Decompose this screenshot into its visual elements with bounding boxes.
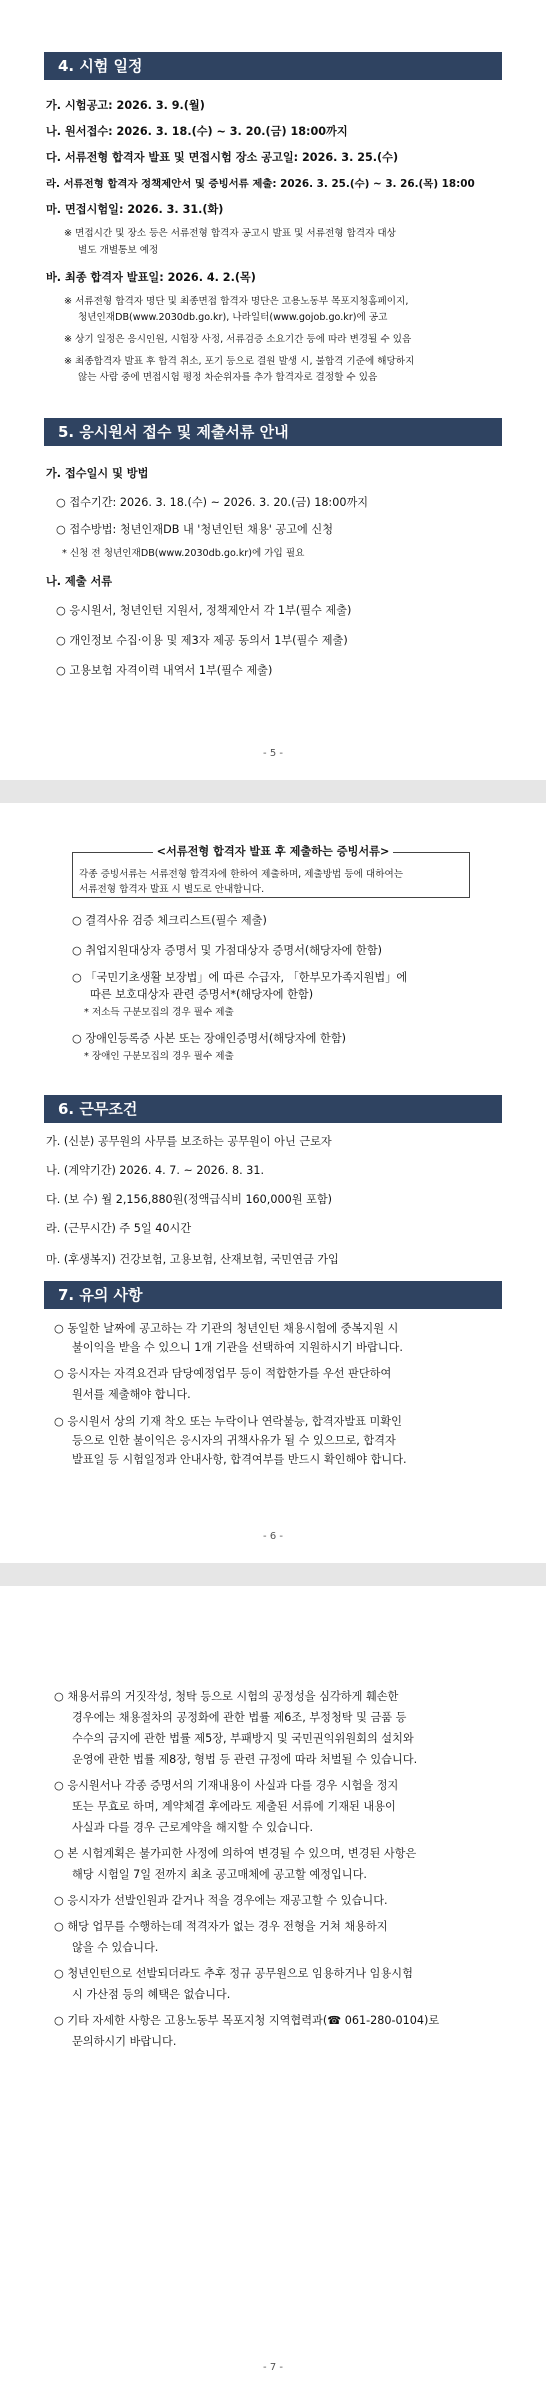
final-note-line1: ※ 서류전형 합격자 명단 및 최종면접 합격자 명단은 고용노동부 목포지청홈페이지, xyxy=(64,296,409,307)
final-note-line2: 청년인재DB(www.2030db.go.kr), 나라일터(www.gojob.go.kr)에 공고 xyxy=(78,312,388,323)
note-3-line2: 등으로 인한 불이익은 응시자의 귀책사유가 될 수 있으므로, 합격자 xyxy=(72,1434,396,1447)
section-title-conditions: 6. 근무조건 xyxy=(44,1095,502,1123)
interview-note-line1: ※ 면접시간 및 장소 등은 서류전형 합격자 공고시 발표 및 서류전형 합격자 대상 xyxy=(64,228,396,239)
document-item-2: ○ 개인정보 수집·이용 및 제3자 제공 동의서 1부(필수 제출) xyxy=(56,634,348,647)
note-2-line1: ○ 응시자는 자격요건과 담당예정업무 등이 적합한가를 우선 판단하여 xyxy=(54,1367,392,1380)
page-number: - 7 - xyxy=(263,2362,283,2373)
warning-1-line1: ○ 채용서류의 거짓작성, 청탁 등으로 시험의 공정성을 심각하게 훼손한 xyxy=(54,1690,399,1703)
condition-hours: 라. (근무시간) 주 5일 40시간 xyxy=(46,1222,192,1235)
note-1-line1: ○ 동일한 날짜에 공고하는 각 기관의 청년인턴 채용시험에 중복지원 시 xyxy=(54,1322,399,1335)
schedule-announcement: 가. 시험공고: 2026. 3. 9.(월) xyxy=(46,99,205,112)
evidence-item-3-line1: ○ 「국민기초생활 보장법」에 따른 수급자, 「한부모가족지원법」에 xyxy=(72,971,408,984)
condition-status: 가. (신분) 공무원의 사무를 보조하는 공무원이 아닌 근로자 xyxy=(46,1135,332,1148)
page-7 xyxy=(0,1586,546,2386)
warning-6-line1: ○ 청년인턴으로 선발되더라도 추후 정규 공무원으로 임용하거나 임용시험 xyxy=(54,1967,413,1980)
warning-2-line2: 또는 무효로 하며, 계약체결 후에라도 제출된 서류에 기재된 내용이 xyxy=(72,1800,396,1813)
evidence-item-3-note: * 저소득 구분모집의 경우 필수 제출 xyxy=(84,1007,234,1018)
page-number: - 5 - xyxy=(263,748,283,759)
application-method-heading: 가. 접수일시 및 방법 xyxy=(46,467,149,480)
warning-4: ○ 응시자가 선발인원과 같거나 적을 경우에는 재공고할 수 있습니다. xyxy=(54,1894,388,1907)
warning-3-line1: ○ 본 시험계획은 불가피한 사정에 의하여 변경될 수 있으며, 변경된 사항은 xyxy=(54,1847,417,1860)
evidence-item-1: ○ 결격사유 검증 체크리스트(필수 제출) xyxy=(72,914,267,927)
contact-line2: 문의하시기 바랍니다. xyxy=(72,2035,177,2048)
page-6 xyxy=(0,803,546,1563)
section-title-notes: 7. 유의 사항 xyxy=(44,1281,502,1309)
note-3-line1: ○ 응시원서 상의 기재 착오 또는 누락이나 연락불능, 합격자발표 미확인 xyxy=(54,1415,402,1428)
notice-box-line2: 서류전형 합격자 발표 시 별도로 안내합니다. xyxy=(79,884,265,895)
document-item-3: ○ 고용보험 자격이력 내역서 1부(필수 제출) xyxy=(56,664,273,677)
evidence-item-4: ○ 장애인등록증 사본 또는 장애인증명서(해당자에 한함) xyxy=(72,1032,347,1045)
contact-line1: ○ 기타 자세한 사항은 고용노동부 목포지청 지역협력과(☎ 061-280-0104)로 xyxy=(54,2014,440,2027)
condition-salary: 다. (보 수) 월 2,156,880원(정액급식비 160,000원 포함) xyxy=(46,1193,333,1206)
schedule-document-result: 다. 서류전형 합격자 발표 및 면접시험 장소 공고일: 2026. 3. 25.(수) xyxy=(46,151,399,164)
page-5 xyxy=(0,0,546,780)
additional-pass-note-line1: ※ 최종합격자 발표 후 합격 취소, 포기 등으로 결원 발생 시, 불합격 기준에 해당하지 xyxy=(64,356,415,367)
condition-welfare: 마. (후생복지) 건강보험, 고용보험, 산재보험, 국민연금 가입 xyxy=(46,1253,339,1266)
evidence-item-4-note: * 장애인 구분모집의 경우 필수 제출 xyxy=(84,1051,234,1062)
warning-5-line2: 않을 수 있습니다. xyxy=(72,1941,159,1954)
application-period: ○ 접수기간: 2026. 3. 18.(수) ~ 2026. 3. 20.(금) 18:00까지 xyxy=(56,496,369,509)
document-item-1: ○ 응시원서, 청년인턴 지원서, 정책제안서 각 1부(필수 제출) xyxy=(56,604,352,617)
schedule-application: 나. 원서접수: 2026. 3. 18.(수) ~ 3. 20.(금) 18:00까지 xyxy=(46,125,348,138)
application-method: ○ 접수방법: 청년인재DB 내 '청년인턴 채용' 공고에 신청 xyxy=(56,523,334,536)
warning-6-line2: 시 가산점 등의 혜택은 없습니다. xyxy=(72,1988,231,2001)
evidence-item-3-line2: 따른 보호대상자 관련 증명서*(해당자에 한함) xyxy=(90,988,314,1001)
warning-2-line3: 사실과 다를 경우 근로계약을 해지할 수 있습니다. xyxy=(72,1821,314,1834)
evidence-item-2: ○ 취업지원대상자 증명서 및 가점대상자 증명서(해당자에 한함) xyxy=(72,944,383,957)
documents-heading: 나. 제출 서류 xyxy=(46,575,113,588)
application-signup-note: * 신청 전 청년인재DB(www.2030db.go.kr)에 가입 필요 xyxy=(62,548,305,559)
notice-box-line1: 각종 증빙서류는 서류전형 합격자에 한하여 제출하며, 제출방법 등에 대하여는 xyxy=(79,869,404,880)
section-title-schedule: 4. 시험 일정 xyxy=(44,52,502,80)
additional-pass-note-line2: 않는 사람 중에 면접시험 평정 차순위자를 추가 합격자로 결정할 수 있음 xyxy=(78,372,378,383)
schedule-change-note: ※ 상기 일정은 응시인원, 시험장 사정, 서류검증 소요기간 등에 따라 변경될 수 있음 xyxy=(64,334,412,345)
interview-note-line2: 별도 개별통보 예정 xyxy=(78,245,159,256)
page-number: - 6 - xyxy=(263,1531,283,1542)
note-3-line3: 발표일 등 시험일정과 안내사항, 합격여부를 반드시 확인해야 합니다. xyxy=(72,1453,407,1466)
warning-1-line2: 경우에는 채용절차의 공정화에 관한 법률 제6조, 부정청탁 및 금품 등 xyxy=(72,1711,407,1724)
section-title-application: 5. 응시원서 접수 및 제출서류 안내 xyxy=(44,418,502,446)
warning-1-line3: 수수의 금지에 관한 법률 제5장, 부패방지 및 국민권익위원회의 설치와 xyxy=(72,1732,414,1745)
schedule-proposal-submit: 라. 서류전형 합격자 정책제안서 및 증빙서류 제출: 2026. 3. 25.(수) ~ 3. 26.(목) 18:00 xyxy=(46,178,475,190)
note-1-line2: 불이익을 받을 수 있으니 1개 기관을 선택하여 지원하시기 바랍니다. xyxy=(72,1341,403,1354)
notice-box-title: <서류전형 합격자 발표 후 제출하는 증빙서류> xyxy=(153,845,394,858)
schedule-interview: 마. 면접시험일: 2026. 3. 31.(화) xyxy=(46,203,224,216)
note-2-line2: 원서를 제출해야 합니다. xyxy=(72,1388,191,1401)
warning-5-line1: ○ 해당 업무를 수행하는데 적격자가 없는 경우 전형을 거쳐 채용하지 xyxy=(54,1920,388,1933)
warning-1-line4: 운영에 관한 법률 제8장, 형법 등 관련 규정에 따라 처벌될 수 있습니다. xyxy=(72,1753,418,1766)
warning-2-line1: ○ 응시원서나 각종 증명서의 기재내용이 사실과 다를 경우 시험을 정지 xyxy=(54,1779,399,1792)
warning-3-line2: 해당 시험일 7일 전까지 최초 공고매체에 공고할 예정입니다. xyxy=(72,1868,367,1881)
schedule-final-result: 바. 최종 합격자 발표일: 2026. 4. 2.(목) xyxy=(46,271,256,284)
condition-contract-period: 나. (계약기간) 2026. 4. 7. ~ 2026. 8. 31. xyxy=(46,1164,265,1177)
